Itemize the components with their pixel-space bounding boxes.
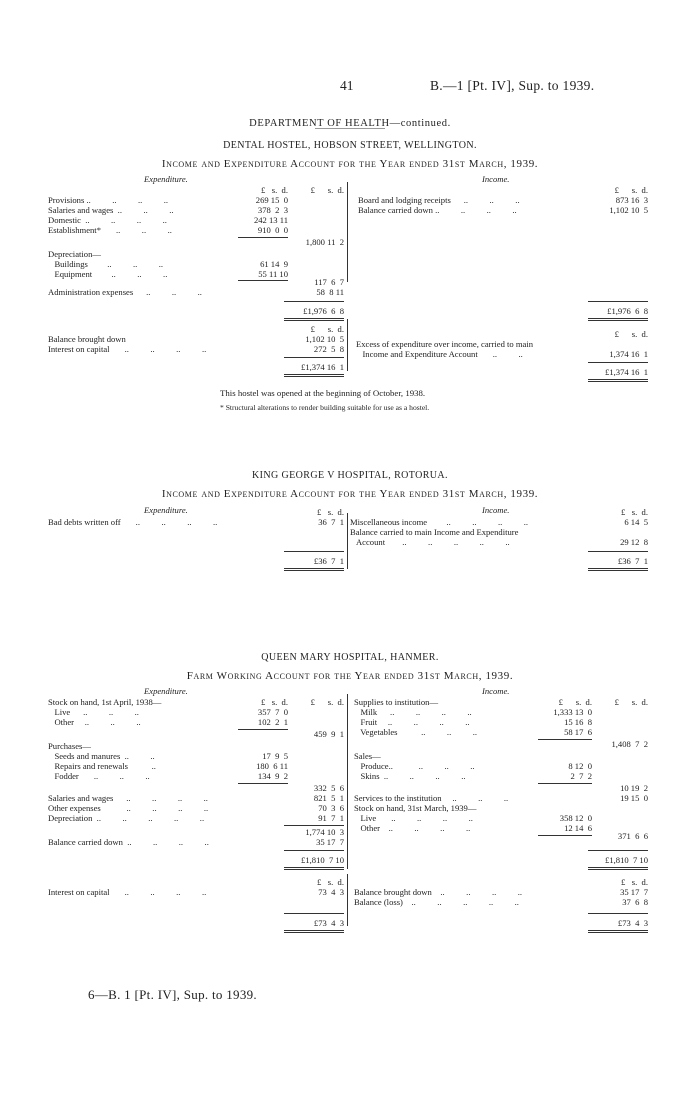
dental-inc-value: 873 16 3: [615, 195, 648, 205]
hanmer-inc-value: 8 12 0: [568, 761, 592, 771]
hanmer-exp-label: Live .. .. ..: [48, 707, 139, 717]
rotorua-inc-total: £36 7 1: [617, 556, 648, 566]
hanmer-exp2-label: Interest on capital .. .. .. ..: [48, 887, 207, 897]
hanmer-inc-label: Supplies to institution—: [354, 697, 439, 707]
dental-exp-value: 242 13 11: [253, 215, 288, 225]
dental-col-label-2: £ s. d.: [310, 185, 344, 195]
dental-exp-label: Domestic .. .. .. ..: [48, 215, 167, 225]
dental-exp-subtotal: 1,800 11 2: [305, 237, 344, 247]
hanmer-exp-value: 180 6 11: [256, 761, 288, 771]
dental-exp-label: Salaries and wages .. .. ..: [48, 205, 174, 215]
dental-col-label-4: £ s. d.: [310, 324, 344, 334]
department-title: DEPARTMENT OF HEALTH—continued.: [249, 118, 451, 129]
hanmer-exp-subtotal: 1,774 10 3: [305, 827, 344, 837]
hanmer-inc-label: Fruit .. .. .. ..: [354, 717, 470, 727]
rotorua-inc-label: Account .. .. .. .. ..: [350, 537, 510, 547]
dental-exp-value: 61 14 9: [260, 259, 288, 269]
hanmer-expenditure-heading: Expenditure.: [144, 686, 188, 696]
hanmer-exp-subtotal: 459 9 1: [313, 729, 344, 739]
rotorua-exp-label: Bad debts written off .. .. .. ..: [48, 517, 218, 527]
hanmer-inc-value: 58 17 6: [564, 727, 592, 737]
hanmer-exp-label: Depreciation .. .. .. .. ..: [48, 813, 205, 823]
rotorua-statement: [48, 505, 652, 581]
hanmer-institution-title: QUEEN MARY HOSPITAL, HANMER.: [261, 652, 439, 663]
dental-exp-label: Depreciation—: [48, 249, 101, 259]
hanmer-exp-value: 134 9 2: [257, 771, 288, 781]
dental-exp-total: £1,976 6 8: [303, 306, 344, 316]
hanmer-inc-subtotal: 1,408 7 2: [611, 739, 648, 749]
hanmer-inc-label: Stock on hand, 31st March, 1939—: [354, 803, 477, 813]
dental-inc2-label: Excess of expenditure over income, carried to main: [356, 339, 534, 349]
hanmer-exp-label: Purchases—: [48, 741, 91, 751]
dental-exp2-label: Balance brought down: [48, 334, 126, 344]
dental-exp-label: Equipment .. .. ..: [48, 269, 168, 279]
page-number: 41: [340, 78, 354, 93]
hanmer-exp-subtotal: 332 5 6: [313, 783, 344, 793]
dental-note: This hostel was opened at the beginning of October, 1938.: [220, 388, 426, 398]
hanmer-exp-label: Balance carried down .. .. .. ..: [48, 837, 209, 847]
hanmer-account-title: Farm Working Account for the Year ended 31st March, 1939.: [186, 670, 514, 682]
rotorua-exp-value: 36 7 1: [318, 517, 344, 527]
dental-exp-label: Buildings .. .. ..: [48, 259, 164, 269]
hanmer-inc-label: Live .. .. .. ..: [354, 813, 473, 823]
dental-col-label-5: £ s. d.: [614, 329, 648, 339]
hanmer-exp-value: 821 5 1: [313, 793, 344, 803]
hanmer-inc2-value: 37 6 8: [622, 897, 648, 907]
hanmer-exp-label: Other .. .. ..: [48, 717, 141, 727]
hanmer-col-label-4: £ s. d.: [614, 697, 648, 707]
dental-inc2-total: £1,374 16 1: [605, 367, 648, 377]
hanmer-inc-label: Services to the institution .. .. ..: [354, 793, 509, 803]
hanmer-exp-value: 357 7 0: [257, 707, 288, 717]
hanmer-exp2-total: £73 4 3: [313, 918, 344, 928]
hanmer-exp-value: 102 2 1: [257, 717, 288, 727]
hanmer-exp-value: 70 3 6: [318, 803, 344, 813]
hanmer-col-label-3: £ s. d.: [558, 697, 592, 707]
dental-exp-value: 58 8 11: [316, 287, 344, 297]
rotorua-institution-title: KING GEORGE V HOSPITAL, ROTORUA.: [252, 470, 448, 481]
rotorua-expenditure-heading: Expenditure.: [144, 505, 188, 515]
rotorua-income-heading: Income.: [482, 505, 510, 515]
dental-footnote: * Structural alterations to render building suitable for use as a hostel.: [220, 403, 430, 412]
dental-exp-value: 910 0 0: [257, 225, 288, 235]
dental-income-heading: Income.: [482, 174, 510, 184]
hanmer-col-label-6: £ s. d.: [621, 877, 648, 887]
dental-exp-value: 269 15 0: [255, 195, 288, 205]
dental-inc-label: Balance carried down .. .. .. ..: [358, 205, 517, 215]
hanmer-inc-value: 358 12 0: [559, 813, 592, 823]
dental-exp2-label: Interest on capital .. .. .. ..: [48, 344, 207, 354]
hanmer-exp-label: Fodder .. .. ..: [48, 771, 150, 781]
hanmer-exp-label: Other expenses .. .. .. ..: [48, 803, 209, 813]
hanmer-exp-value: 35 17 7: [316, 837, 344, 847]
dental-exp-label: Establishment* .. .. ..: [48, 225, 172, 235]
hanmer-inc-value: 1,333 13 0: [553, 707, 592, 717]
hanmer-exp-label: Seeds and manures .. ..: [48, 751, 155, 761]
hanmer-inc2-value: 35 17 7: [620, 887, 648, 897]
rotorua-col-label: £ s. d.: [621, 507, 648, 517]
dental-exp-value: 55 11 10: [258, 269, 288, 279]
hanmer-exp2-value: 73 4 3: [318, 887, 344, 897]
hanmer-inc2-total: £73 4 3: [617, 918, 648, 928]
hanmer-inc-value: 2 7 2: [570, 771, 592, 781]
rotorua-exp-total: £36 7 1: [313, 556, 344, 566]
hanmer-inc-label: Produce.. .. .. ..: [354, 761, 475, 771]
dental-exp2-value: 1,102 10 5: [305, 334, 344, 344]
hanmer-inc-value: 12 14 6: [564, 823, 592, 833]
dental-exp-subtotal: 117 6 7: [314, 277, 344, 287]
hanmer-inc-total: £1,810 7 10: [605, 855, 648, 865]
rotorua-col-label: £ s. d.: [317, 507, 344, 517]
hanmer-inc-label: Other .. .. .. ..: [354, 823, 471, 833]
hanmer-inc-value: 19 15 0: [620, 793, 648, 803]
hanmer-col-label-2: £ s. d.: [310, 697, 344, 707]
hanmer-inc-label: Skins .. .. .. ..: [354, 771, 466, 781]
hanmer-exp-value: 91 7 1: [318, 813, 344, 823]
dental-statement: [48, 174, 652, 396]
hanmer-inc2-label: Balance brought down .. .. .. ..: [354, 887, 523, 897]
dental-exp-value: 378 2 3: [257, 205, 288, 215]
dental-inc-total: £1,976 6 8: [607, 306, 648, 316]
hanmer-statement: [48, 686, 658, 938]
hanmer-inc-label: Vegetables .. .. ..: [354, 727, 478, 737]
hanmer-col-label-1: £ s. d.: [261, 697, 288, 707]
dental-exp2-total: £1,374 16 1: [301, 362, 344, 372]
document-reference: B.—1 [Pt. IV], Sup. to 1939.: [430, 78, 595, 93]
rotorua-inc-value: 29 12 8: [620, 537, 648, 547]
page-header: [0, 78, 700, 98]
rotorua-inc-label: Miscellaneous income .. .. .. ..: [350, 517, 529, 527]
dental-inc2-label: Income and Expenditure Account .. ..: [356, 349, 523, 359]
dental-exp-label: Administration expenses .. .. ..: [48, 287, 202, 297]
hanmer-inc-subtotal: 10 19 2: [620, 783, 648, 793]
hanmer-exp-label: Stock on hand, 1st April, 1938—: [48, 697, 162, 707]
rotorua-inc-value: 6 14 5: [624, 517, 648, 527]
hanmer-exp-label: Repairs and renewals ..: [48, 761, 156, 771]
dental-expenditure-heading: Expenditure.: [144, 174, 188, 184]
hanmer-inc2-label: Balance (loss) .. .. .. .. ..: [354, 897, 519, 907]
dental-account-title: Income and Expenditure Account for the Year ended 31st March, 1939.: [161, 158, 539, 170]
dental-inc-value: 1,102 10 5: [609, 205, 648, 215]
dental-inc-label: Board and lodging receipts .. .. ..: [358, 195, 520, 205]
hanmer-inc-label: Sales—: [354, 751, 381, 761]
rotorua-account-title: Income and Expenditure Account for the Year ended 31st March, 1939.: [161, 488, 539, 500]
hanmer-inc-value: 15 16 8: [564, 717, 592, 727]
dental-inc2-value: 1,374 16 1: [609, 349, 648, 359]
hanmer-exp-value: 17 9 5: [262, 751, 288, 761]
dental-col-label-3: £ s. d.: [614, 185, 648, 195]
dental-institution-title: DENTAL HOSTEL, HOBSON STREET, WELLINGTON.: [223, 140, 477, 151]
hanmer-exp-label: Salaries and wages .. .. .. ..: [48, 793, 208, 803]
hanmer-inc-label: Milk .. .. .. ..: [354, 707, 472, 717]
dental-col-label-1: £ s. d.: [261, 185, 288, 195]
hanmer-exp-total: £1,810 7 10: [301, 855, 344, 865]
hanmer-col-label-5: £ s. d.: [317, 877, 344, 887]
rotorua-inc-label: Balance carried to main Income and Expenditure: [350, 527, 519, 537]
dental-exp-label: Provisions .. .. .. ..: [48, 195, 169, 205]
dental-exp2-value: 272 5 8: [313, 344, 344, 354]
page-footer: 6—B. 1 [Pt. IV], Sup. to 1939.: [88, 987, 257, 1002]
hanmer-income-heading: Income.: [482, 686, 510, 696]
hanmer-inc-subtotal: 371 6 6: [617, 831, 648, 841]
